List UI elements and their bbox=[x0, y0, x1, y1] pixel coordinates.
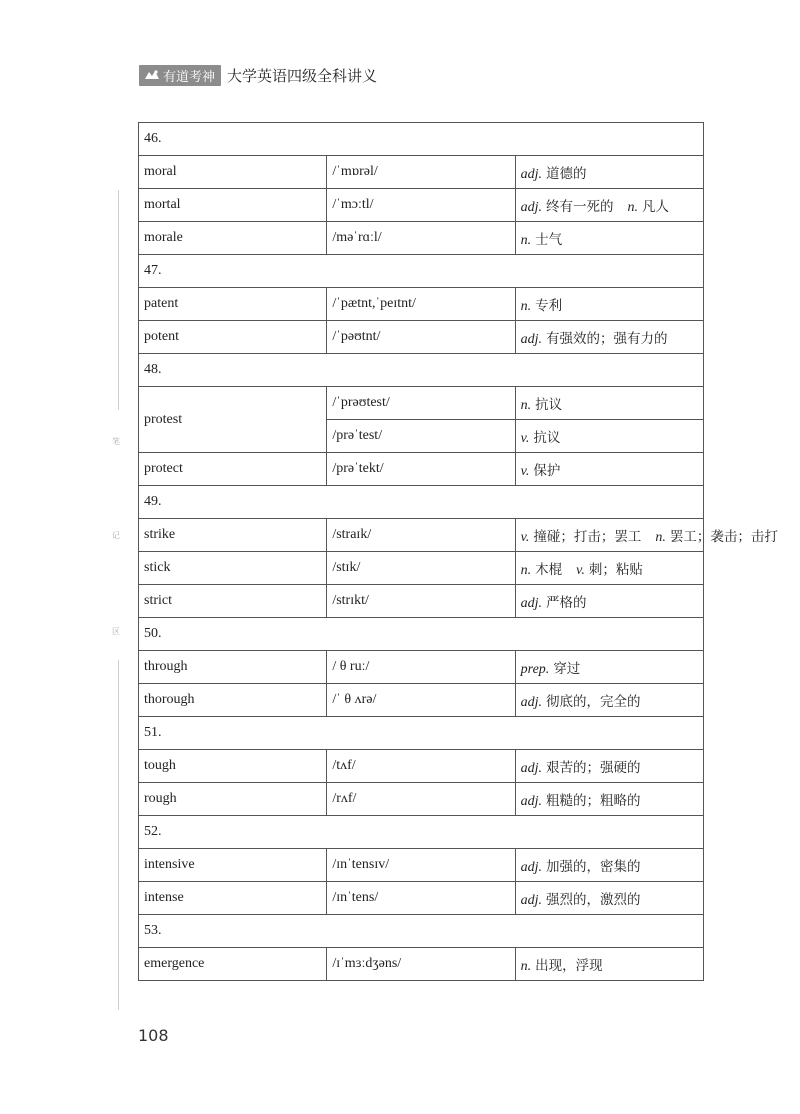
table-row bbox=[139, 585, 704, 618]
definition-cell bbox=[515, 948, 703, 981]
part-of-speech: adj. bbox=[520, 793, 543, 809]
table-row bbox=[139, 321, 704, 354]
definition-cell bbox=[515, 651, 703, 684]
margin-rule bbox=[118, 190, 119, 410]
definition-text: 刺；粘贴 bbox=[588, 561, 643, 578]
margin-char: 区 bbox=[112, 627, 120, 636]
table-row bbox=[139, 387, 704, 420]
definition-cell bbox=[515, 156, 703, 189]
table-row bbox=[139, 288, 704, 321]
phonetic-cell: /ɪnˈtens/ bbox=[327, 882, 515, 915]
table-row bbox=[139, 156, 704, 189]
part-of-speech: adj. bbox=[520, 694, 543, 710]
part-of-speech: adj. bbox=[520, 199, 543, 215]
table-row bbox=[139, 750, 704, 783]
part-of-speech: v. bbox=[520, 430, 530, 446]
definition-text: 加强的，密集的 bbox=[546, 858, 641, 875]
table-row bbox=[139, 651, 704, 684]
definition-text: 艰苦的；强硬的 bbox=[546, 759, 641, 776]
definition-text: 凡人 bbox=[642, 198, 670, 215]
margin-rule bbox=[118, 660, 119, 1010]
table-row bbox=[139, 189, 704, 222]
phonetic-cell: /ɪˈmɜːdʒəns/ bbox=[327, 948, 515, 981]
table-row bbox=[139, 519, 704, 552]
part-of-speech: adj. bbox=[520, 331, 543, 347]
phonetic-cell: /prəˈtekt/ bbox=[327, 453, 515, 486]
part-of-speech: v. bbox=[576, 562, 585, 578]
definition-cell bbox=[515, 684, 703, 717]
phonetic-cell: /rʌf/ bbox=[327, 783, 515, 816]
word-cell: mortal bbox=[139, 189, 327, 222]
word-cell: morale bbox=[139, 222, 327, 255]
group-number: 51. bbox=[139, 717, 704, 750]
part-of-speech: adj. bbox=[520, 595, 543, 611]
group-header-row bbox=[139, 915, 704, 948]
phonetic-cell: /ˈ θ ʌrə/ bbox=[327, 684, 515, 717]
definition-cell bbox=[515, 750, 703, 783]
word-cell: patent bbox=[139, 288, 327, 321]
definition-text: 出现，浮现 bbox=[535, 957, 603, 974]
part-of-speech: v. bbox=[520, 463, 530, 479]
definition-text: 撞碰；打击；罢工 bbox=[533, 528, 642, 545]
part-of-speech: adj. bbox=[520, 166, 543, 182]
definition-text: 终有一死的 bbox=[546, 198, 614, 215]
phonetic-cell: /ˈpætnt,ˈpeɪtnt/ bbox=[327, 288, 515, 321]
definition-text: 有强效的；强有力的 bbox=[546, 330, 668, 347]
part-of-speech: adj. bbox=[520, 892, 543, 908]
phonetic-cell: / θ ruː/ bbox=[327, 651, 515, 684]
definition-cell bbox=[515, 783, 703, 816]
margin-char: 笔 bbox=[112, 437, 120, 446]
table-row bbox=[139, 783, 704, 816]
phonetic-cell: /prəˈtest/ bbox=[327, 420, 515, 453]
definition-text: 木棍 bbox=[535, 561, 563, 578]
part-of-speech: adj. bbox=[520, 760, 543, 776]
word-cell: protect bbox=[139, 453, 327, 486]
definition-cell bbox=[515, 882, 703, 915]
group-header-row bbox=[139, 486, 704, 519]
word-cell: moral bbox=[139, 156, 327, 189]
part-of-speech: adj. bbox=[520, 859, 543, 875]
table-row bbox=[139, 222, 704, 255]
group-number: 50. bbox=[139, 618, 704, 651]
definition-text: 抗议 bbox=[533, 429, 561, 446]
phonetic-cell: /ɪnˈtensɪv/ bbox=[327, 849, 515, 882]
part-of-speech: v. bbox=[520, 529, 530, 545]
group-header-row bbox=[139, 618, 704, 651]
phonetic-cell: /ˈmɒrəl/ bbox=[327, 156, 515, 189]
definition-text: 抗议 bbox=[535, 396, 563, 413]
group-number: 46. bbox=[139, 123, 704, 156]
phonetic-cell: /ˈprəʊtest/ bbox=[327, 387, 515, 420]
group-header-row bbox=[139, 354, 704, 387]
phonetic-cell: /ˈpəʊtnt/ bbox=[327, 321, 515, 354]
group-number: 52. bbox=[139, 816, 704, 849]
definition-cell bbox=[515, 387, 703, 420]
table-row bbox=[139, 882, 704, 915]
definition-cell bbox=[515, 288, 703, 321]
definition-cell bbox=[515, 552, 703, 585]
vocabulary-table bbox=[138, 122, 778, 981]
phonetic-cell: /straɪk/ bbox=[327, 519, 515, 552]
definition-text: 士气 bbox=[535, 231, 563, 248]
table-row bbox=[139, 948, 704, 981]
word-cell: emergence bbox=[139, 948, 327, 981]
definition-text: 道德的 bbox=[546, 165, 587, 182]
definition-text: 强烈的，激烈的 bbox=[546, 891, 641, 908]
definition-cell bbox=[515, 453, 703, 486]
definition-cell bbox=[515, 849, 703, 882]
group-number: 49. bbox=[139, 486, 704, 519]
notes-margin bbox=[108, 190, 122, 1010]
group-header-row bbox=[139, 123, 704, 156]
part-of-speech: prep. bbox=[520, 661, 550, 677]
definition-cell bbox=[515, 519, 778, 552]
word-cell: potent bbox=[139, 321, 327, 354]
definition-cell bbox=[515, 321, 703, 354]
table-row bbox=[139, 684, 704, 717]
phonetic-cell: /məˈrɑːl/ bbox=[327, 222, 515, 255]
group-number: 47. bbox=[139, 255, 704, 288]
phonetic-cell: /strɪkt/ bbox=[327, 585, 515, 618]
word-cell: strike bbox=[139, 519, 327, 552]
table-row bbox=[139, 453, 704, 486]
table-row bbox=[139, 552, 704, 585]
definition-text: 严格的 bbox=[546, 594, 587, 611]
brand-badge bbox=[139, 65, 221, 86]
group-header-row bbox=[139, 816, 704, 849]
definition-text: 彻底的，完全的 bbox=[546, 693, 641, 710]
phonetic-cell: /stɪk/ bbox=[327, 552, 515, 585]
word-cell: intense bbox=[139, 882, 327, 915]
group-header-row bbox=[139, 717, 704, 750]
part-of-speech: n. bbox=[627, 199, 639, 215]
part-of-speech: n. bbox=[520, 562, 532, 578]
brand-badge-text: 有道考神 bbox=[163, 69, 216, 85]
vocabulary-table-body bbox=[139, 123, 778, 981]
group-header-row bbox=[139, 255, 704, 288]
word-cell: strict bbox=[139, 585, 327, 618]
word-cell: rough bbox=[139, 783, 327, 816]
group-number: 53. bbox=[139, 915, 704, 948]
part-of-speech: n. bbox=[520, 397, 532, 413]
definition-cell bbox=[515, 222, 703, 255]
phonetic-cell: /tʌf/ bbox=[327, 750, 515, 783]
part-of-speech: n. bbox=[520, 298, 532, 314]
word-cell: tough bbox=[139, 750, 327, 783]
definition-text: 粗糙的；粗略的 bbox=[546, 792, 641, 809]
part-of-speech: n. bbox=[655, 529, 666, 545]
definition-text: 穿过 bbox=[553, 660, 581, 677]
definition-cell bbox=[515, 420, 703, 453]
word-cell: protest bbox=[139, 387, 327, 453]
word-cell: thorough bbox=[139, 684, 327, 717]
margin-char: 记 bbox=[112, 531, 120, 540]
table-row bbox=[139, 849, 704, 882]
brand-logo-icon bbox=[144, 69, 160, 81]
group-number: 48. bbox=[139, 354, 704, 387]
page-header bbox=[139, 64, 377, 86]
part-of-speech: n. bbox=[520, 958, 532, 974]
definition-text: 罢工；袭击；击打 bbox=[669, 528, 778, 545]
word-cell: through bbox=[139, 651, 327, 684]
word-cell: stick bbox=[139, 552, 327, 585]
series-title: 大学英语四级全科讲义 bbox=[227, 66, 378, 85]
word-cell: intensive bbox=[139, 849, 327, 882]
definition-cell bbox=[515, 585, 703, 618]
phonetic-cell: /ˈmɔːtl/ bbox=[327, 189, 515, 222]
definition-text: 保护 bbox=[533, 462, 561, 479]
page-number: 108 bbox=[138, 1026, 169, 1045]
definition-cell bbox=[515, 189, 703, 222]
definition-text: 专利 bbox=[535, 297, 563, 314]
part-of-speech: n. bbox=[520, 232, 532, 248]
